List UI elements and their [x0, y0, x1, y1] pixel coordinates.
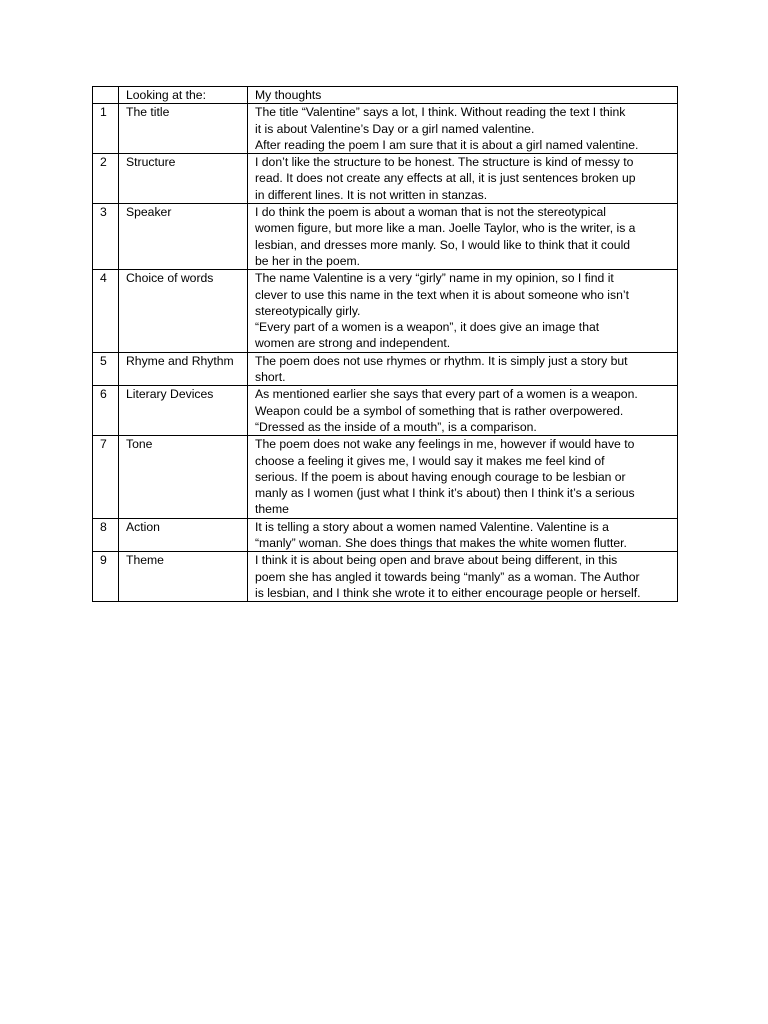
table-row — [93, 154, 678, 204]
table-row — [93, 436, 678, 518]
thought-line: short. — [255, 370, 286, 385]
table-row — [93, 104, 678, 154]
thought-line: is lesbian, and I think she wrote it to either encourage people or herself. — [255, 585, 641, 600]
thought-line: “Dressed as the inside of a mouth”, is a comparison. — [255, 419, 537, 434]
thought-line: I don’t like the structure to be honest. The structure is kind of messy to — [255, 155, 634, 170]
thought-line: serious. If the poem is about having enough courage to be lesbian or — [255, 469, 626, 484]
table-row — [93, 552, 678, 602]
thought-line: “Every part of a women is a weapon”, it does give an image that — [255, 320, 600, 335]
row-thoughts-cell — [248, 104, 678, 154]
thought-line: women figure, but more like a man. Joelle Taylor, who is the writer, is a — [255, 221, 636, 236]
row-number-cell: 9 — [93, 552, 119, 602]
row-topic-cell: Structure — [119, 154, 248, 204]
thought-line: Weapon could be a symbol of something that is rather overpowered. — [255, 403, 624, 418]
thought-line: it is about Valentine’s Day or a girl named valentine. — [255, 121, 535, 136]
header-my-thoughts-cell: My thoughts — [248, 87, 678, 104]
table-row — [93, 386, 678, 436]
row-number-cell: 6 — [93, 386, 119, 436]
row-number-cell: 2 — [93, 154, 119, 204]
row-thoughts-cell — [248, 270, 678, 352]
thought-line: As mentioned earlier she says that every part of a women is a weapon. — [255, 387, 638, 402]
thought-line: lesbian, and dresses more manly. So, I would like to think that it could — [255, 237, 631, 252]
table-row — [93, 270, 678, 352]
thought-line: clever to use this name in the text when it is about someone who isn’t — [255, 287, 629, 302]
row-topic-cell: Speaker — [119, 204, 248, 270]
poem-analysis-table — [92, 86, 678, 602]
row-topic-cell: The title — [119, 104, 248, 154]
row-number-cell: 8 — [93, 518, 119, 552]
row-number-cell: 5 — [93, 352, 119, 386]
row-thoughts-cell — [248, 518, 678, 552]
thought-line: be her in the poem. — [255, 253, 361, 268]
row-thoughts-cell — [248, 386, 678, 436]
thought-line: in different lines. It is not written in stanzas. — [255, 187, 488, 202]
row-topic-cell: Tone — [119, 436, 248, 518]
thought-line: After reading the poem I am sure that it is about a girl named valentine. — [255, 137, 639, 152]
thought-line: read. It does not create any effects at all, it is just sentences broken up — [255, 171, 636, 186]
thought-line: “manly” woman. She does things that makes the white women flutter. — [255, 536, 627, 551]
thought-line: theme — [255, 502, 289, 517]
thought-line: poem she has angled it towards being “manly” as a woman. The Author — [255, 569, 640, 584]
table-header-row — [93, 87, 678, 104]
row-thoughts-cell — [248, 352, 678, 386]
row-topic-cell: Rhyme and Rhythm — [119, 352, 248, 386]
thought-line: women are strong and independent. — [255, 336, 451, 351]
thought-line: stereotypically girly. — [255, 303, 361, 318]
thought-line: choose a feeling it gives me, I would say it makes me feel kind of — [255, 453, 605, 468]
header-number-cell — [93, 87, 119, 104]
thought-line: manly as I women (just what I think it’s about) then I think it’s a serious — [255, 486, 635, 501]
thought-line: I do think the poem is about a woman that is not the stereotypical — [255, 205, 606, 220]
table-row — [93, 204, 678, 270]
row-topic-cell: Action — [119, 518, 248, 552]
row-number-cell: 7 — [93, 436, 119, 518]
thought-line: It is telling a story about a women named Valentine. Valentine is a — [255, 519, 609, 534]
header-looking-at-cell: Looking at the: — [119, 87, 248, 104]
row-topic-cell: Theme — [119, 552, 248, 602]
table-body — [93, 87, 678, 602]
thought-line: I think it is about being open and brave about being different, in this — [255, 553, 618, 568]
row-thoughts-cell — [248, 154, 678, 204]
thought-line: The name Valentine is a very “girly” name in my opinion, so I find it — [255, 271, 614, 286]
row-number-cell: 4 — [93, 270, 119, 352]
row-number-cell: 1 — [93, 104, 119, 154]
table-row — [93, 518, 678, 552]
row-thoughts-cell — [248, 204, 678, 270]
thought-line: The poem does not wake any feelings in me, however if would have to — [255, 437, 635, 452]
table-row — [93, 352, 678, 386]
row-topic-cell: Choice of words — [119, 270, 248, 352]
row-number-cell: 3 — [93, 204, 119, 270]
thought-line: The poem does not use rhymes or rhythm. It is simply just a story but — [255, 353, 628, 368]
row-thoughts-cell — [248, 552, 678, 602]
thought-line: The title “Valentine” says a lot, I think. Without reading the text I think — [255, 105, 626, 120]
row-topic-cell: Literary Devices — [119, 386, 248, 436]
row-thoughts-cell — [248, 436, 678, 518]
